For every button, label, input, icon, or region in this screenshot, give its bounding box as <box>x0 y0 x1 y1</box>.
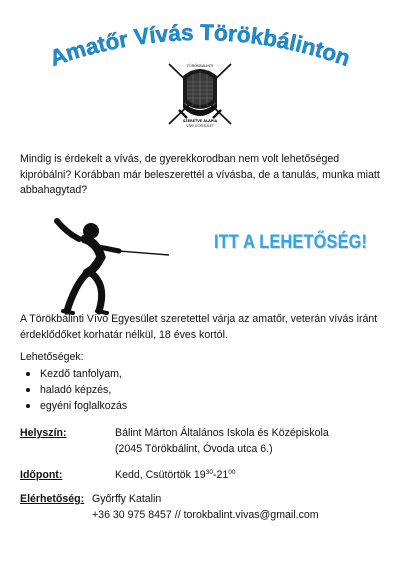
list-item: egyéni foglalkozás <box>24 398 127 414</box>
list-item: haladó képzés, <box>24 382 127 398</box>
logo-bottom-line2: VÍVÓ EGYESÜLET <box>186 124 214 128</box>
contact-row <box>20 492 390 526</box>
location-row <box>20 426 390 460</box>
highlight-text: ITT A LEHETŐSÉG! <box>214 232 368 253</box>
bullet-icon <box>26 404 30 408</box>
time-label: Időpont: <box>20 469 63 481</box>
title-text: Amatőr Vívás Törökbálinton <box>46 19 354 72</box>
time-row <box>20 468 390 484</box>
club-logo <box>163 58 237 134</box>
contact-name: Győrffy Katalin <box>92 493 162 505</box>
fencer-figure <box>45 213 175 323</box>
club-paragraph: A Törökbálinti Vívó Egyesület szeretettel várja az amatőr, veterán vívás iránt érdeklődőket korhatár nélkül, 18 éves kortól. <box>20 313 378 341</box>
logo-top-text: TÖRÖKBÁLINTI <box>186 64 214 68</box>
location-line1: Bálint Márton Általános Iskola és Középiskola <box>115 427 329 439</box>
fencer-silhouette-icon <box>45 213 175 323</box>
fencing-mask-crossed-swords-icon <box>163 58 237 134</box>
list-item: Kezdő tanfolyam, <box>24 366 127 382</box>
logo-bottom-line1: SZERETVE ALAPÍA <box>182 119 218 123</box>
intro-paragraph: Mindig is érdekelt a vívás, de gyerekkorodban nem volt lehetőséged kipróbálni? Korábban már beleszerettél a vívásba, de a tanulás, munka miatt abbahagytad? <box>20 153 380 197</box>
options-title: Lehetőségek: <box>20 351 84 363</box>
options-list <box>24 366 127 415</box>
bullet-icon <box>26 372 30 376</box>
contact-label: Elérhetőség: <box>20 493 85 505</box>
location-line2: (2045 Törökbálint, Óvoda utca 6.) <box>115 442 273 455</box>
location-label: Helyszín: <box>20 427 67 439</box>
bullet-icon <box>26 388 30 392</box>
contact-phone-email[interactable]: +36 30 975 8457 // torokbalint.vivas@gmail.com <box>92 508 319 521</box>
time-value: Kedd, Csütörtök $19^{30}-21^{00}$ <box>115 469 236 481</box>
